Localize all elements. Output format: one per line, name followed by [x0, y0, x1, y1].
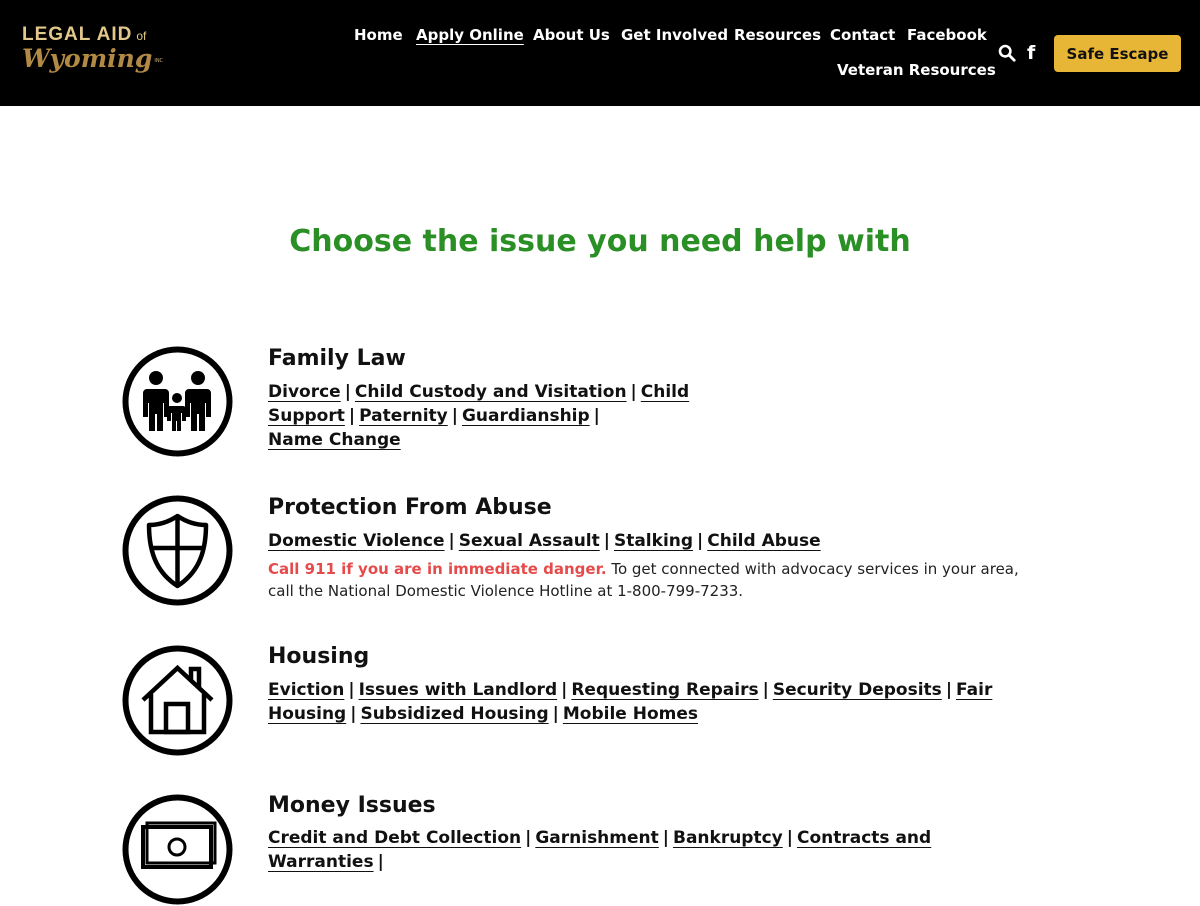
- link-subsidized-housing[interactable]: Subsidized Housing: [360, 704, 549, 724]
- link-guardianship[interactable]: Guardianship: [461, 406, 590, 426]
- protection-links: [268, 529, 1028, 553]
- link-contracts-and-warranties[interactable]: Contracts and Warranties: [268, 828, 932, 872]
- link-separator: |: [348, 406, 356, 426]
- link-child-abuse[interactable]: Child Abuse: [707, 531, 821, 551]
- site-header: [0, 0, 1200, 106]
- nav-resources[interactable]: Resources: [734, 26, 822, 44]
- link-separator: |: [762, 680, 769, 700]
- link-separator: |: [348, 680, 355, 700]
- facebook-icon[interactable]: f: [1027, 42, 1036, 64]
- shield-icon: [121, 494, 234, 607]
- nav-veteran-resources[interactable]: Veteran Resources: [837, 61, 996, 79]
- link-separator: |: [786, 828, 793, 848]
- link-name-change[interactable]: Name Change: [268, 430, 401, 450]
- family-icon: [121, 345, 234, 458]
- category-title-money-issues: Money Issues: [268, 793, 436, 818]
- housing-links: [268, 678, 1028, 726]
- link-separator: |: [603, 531, 610, 551]
- link-separator: |: [662, 828, 669, 848]
- link-separator: |: [945, 680, 953, 700]
- hotline-text: To get connected with advocacy services in your area, call the National Domestic Violence Hotline at 1-800-799-7233.: [268, 560, 1019, 600]
- link-stalking[interactable]: Stalking: [613, 531, 694, 551]
- logo-line-1: [22, 24, 152, 46]
- link-child-support[interactable]: Child Support: [268, 382, 690, 426]
- link-separator: |: [593, 406, 600, 426]
- link-credit-and-debt[interactable]: Credit and Debt Collection: [268, 828, 522, 848]
- nav-apply-online[interactable]: Apply Online: [416, 26, 524, 44]
- house-icon: [121, 644, 234, 757]
- link-divorce[interactable]: Divorce: [268, 382, 341, 402]
- link-sexual-assault[interactable]: Sexual Assault: [458, 531, 600, 551]
- logo-of: of: [136, 29, 147, 43]
- link-separator: |: [630, 382, 637, 402]
- category-title-housing: Housing: [268, 644, 370, 669]
- hotline-note: [268, 559, 1028, 602]
- link-paternity[interactable]: Paternity: [359, 406, 448, 426]
- money-links: [268, 826, 1028, 874]
- link-mobile-homes[interactable]: Mobile Homes: [562, 704, 699, 724]
- nav-home[interactable]: Home: [354, 26, 403, 44]
- category-title-family-law: Family Law: [268, 346, 406, 371]
- danger-warning: Call 911 if you are in immediate danger.: [268, 560, 607, 578]
- link-separator: |: [344, 382, 351, 402]
- link-bankruptcy[interactable]: Bankruptcy: [672, 828, 783, 848]
- safe-escape-button[interactable]: Safe Escape: [1054, 35, 1181, 72]
- link-separator: |: [561, 680, 568, 700]
- link-fair-housing[interactable]: Fair Housing: [268, 680, 993, 724]
- link-requesting-repairs[interactable]: Requesting Repairs: [571, 680, 759, 700]
- link-eviction[interactable]: Eviction: [268, 680, 345, 700]
- link-separator: |: [697, 531, 704, 551]
- link-separator: |: [350, 704, 357, 724]
- link-separator: |: [525, 828, 532, 848]
- link-security-deposits[interactable]: Security Deposits: [772, 680, 942, 700]
- nav-contact[interactable]: Contact: [830, 26, 896, 44]
- link-separator: |: [377, 852, 384, 872]
- link-domestic-violence[interactable]: Domestic Violence: [268, 531, 445, 551]
- logo-legal-aid: LEGAL AID: [22, 24, 133, 45]
- page-title: Choose the issue you need help with: [289, 224, 911, 259]
- logo-inc: INC: [154, 57, 164, 64]
- link-separator: |: [448, 531, 455, 551]
- link-child-custody[interactable]: Child Custody and Visitation: [354, 382, 627, 402]
- family-law-links: [268, 380, 1028, 452]
- money-icon: [121, 793, 234, 906]
- site-logo[interactable]: [22, 24, 164, 84]
- category-title-protection-from-abuse: Protection From Abuse: [268, 495, 552, 520]
- link-separator: |: [552, 704, 559, 724]
- logo-line-2: [22, 44, 164, 73]
- nav-about-us[interactable]: About Us: [533, 26, 610, 44]
- nav-get-involved[interactable]: Get Involved: [621, 26, 729, 44]
- link-separator: |: [451, 406, 458, 426]
- nav-facebook[interactable]: Facebook: [907, 26, 987, 44]
- logo-wyoming: Wyoming: [22, 44, 153, 73]
- link-issues-with-landlord[interactable]: Issues with Landlord: [358, 680, 558, 700]
- link-garnishment[interactable]: Garnishment: [535, 828, 659, 848]
- search-icon[interactable]: [998, 44, 1016, 62]
